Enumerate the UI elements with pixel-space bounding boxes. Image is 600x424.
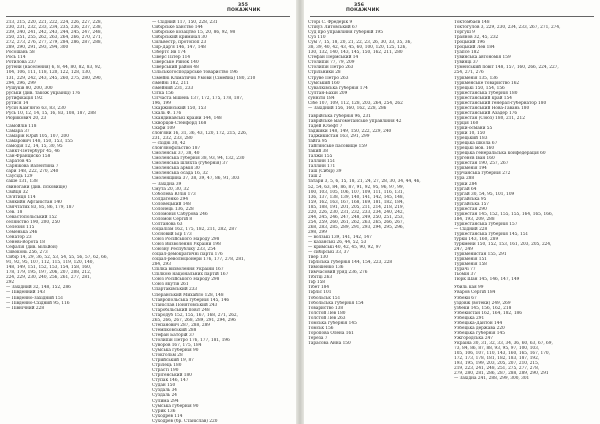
index-entry: Томськ 156: [308, 325, 334, 331]
index-entry: Тібет 184: [308, 285, 330, 291]
index-entry: Турецькі 150, 154, 156: [454, 85, 505, 91]
index-entry: Самойлів 118: [6, 123, 37, 129]
index-entry: турки 143, 160, 289: [454, 237, 499, 243]
index-entry: Україна 30, 31, 32, 33, 34, 36, 60, 63, 67, 69,: [454, 340, 553, 346]
index-entry: Турчанська губернія 272: [454, 171, 511, 177]
index-entry: Тимошенко 136: [308, 265, 344, 271]
index-entry: Суд про управління губерній 195: [308, 30, 383, 36]
index-entry: Соломон Сергій 8: [152, 216, 193, 222]
index-entry: уздовж (вотеки) 249, 269: [454, 300, 511, 306]
index-entry: Туркестанська губернія 157: [454, 221, 518, 227]
index-entry: рутися 14: [6, 100, 29, 106]
index-entry: такий 38: [308, 149, 328, 155]
index-entry: Турки 284: [454, 181, 478, 187]
index-entry: Союз Визволення України 198: [152, 242, 221, 248]
index-entry: Турачі 77: [454, 267, 476, 273]
index-entry: Смоленська осада 16, 32: [152, 171, 208, 177]
index-entry: Смоленська армія 30: [152, 166, 200, 172]
index-entry: Тургенєв Іван 160: [454, 156, 495, 162]
index-entry: руськи (див. також українці) 176: [6, 90, 81, 96]
index-entry: селянство 190, 200, 250: [6, 219, 60, 225]
index-entry: Сильвестр, протопоп 23: [152, 40, 207, 46]
index-entry: Толстой Лев 263: [308, 315, 346, 321]
index-entry: — Східний 117, 150, 228, 231: [152, 20, 218, 25]
left-page: [0, 0, 296, 424]
index-entry: Спартаківський 233: [152, 287, 198, 293]
index-entry: 131, 229, 242, 243, 245, 260, 275, 280, 290,: [6, 75, 102, 81]
index-entry: Столипін Петро 176, 177, 181, 196: [152, 337, 230, 343]
index-entry: Туркестанський Нова-Гавань 180: [454, 105, 530, 111]
index-entry: Троцький Лев 184: [454, 45, 495, 51]
right-header-rule: [310, 16, 594, 17]
index-entry: Суз 110: [308, 35, 326, 41]
index-entry: Страсті 190: [152, 368, 179, 374]
index-entry: Туапсе 182: [454, 50, 480, 56]
index-entry: Сефалія (див. мільйон): [6, 245, 58, 251]
index-entry: 91, 92, 95, 107, 112, 115, 119, 120, 140,: [6, 260, 94, 266]
index-entry: сімейні 182, 211: [152, 80, 189, 86]
index-entry: соціал-демократичні партії 176: [152, 252, 223, 258]
index-entry: Скандинавські країни 144, 148: [152, 115, 222, 121]
index-entry: Свякийн Афганістан 140: [6, 199, 62, 205]
index-entry: Стрийський 19, 87: [152, 358, 194, 364]
index-entry: Селезня 115: [6, 224, 35, 230]
index-entry: Тібітці 263: [308, 275, 333, 281]
index-entry: Сібертс Яв 174: [152, 50, 186, 56]
index-entry: 193, 195, 199, 203, 205, 207, 210, 215,: [454, 361, 540, 367]
index-entry: 268, 283, 285, 289, 291, 293, 294, 295, 296,: [308, 224, 404, 230]
index-entry: свиногани (див. псковище): [6, 184, 67, 190]
index-entry: Рось 114: [6, 55, 26, 61]
index-entry: 294, 296, 299: [6, 80, 36, 86]
index-entry: сунніти 184: [308, 95, 335, 101]
index-entry: Сенатор 23: [6, 234, 32, 240]
index-entry: Русін Кам'ян'ю 63, 83, 230: [6, 105, 66, 111]
index-entry: Таллінн 171: [308, 164, 336, 170]
index-entry: Росошань 58: [6, 50, 35, 56]
index-entry: Суходрев (бр. Станіслав) 220: [152, 418, 218, 424]
index-entry: 231, 232, 233, 280: [152, 136, 193, 142]
index-entry: 219, 223, 241, 248, 251, 275, 277, 278,: [454, 366, 540, 372]
index-entry: Сосновий Бір 173: [152, 231, 192, 237]
index-entry: Таврійська губернія 96, 231: [308, 113, 371, 119]
index-entry: Туменський повіт 148, 157, 160, 266, 224, 227,: [454, 65, 559, 71]
index-entry: Траянов 32, 45, 232: [454, 35, 499, 41]
index-entry: Таш (Сибір) 39: [308, 169, 342, 175]
index-entry: Туркестан 290: [454, 206, 487, 212]
index-entry: татари 3, 5, 6, 15, 18, 21, 24, 27, 28, 30, 34, 44, 46,: [308, 179, 421, 185]
index-entry: Сібе 107, 109, 112, 128, 203, 264, 254, 262: [308, 100, 403, 106]
index-entry: 38, 39, 40, 42, 43, 45, 60, 100, 120, 125, 126,: [308, 45, 407, 51]
index-entry: 105, 106, 107, 110, 143, 160, 165, 167, 170,: [454, 351, 550, 357]
index-entry: Товариство 138: [308, 305, 344, 311]
index-entry: Тюрк Шан 145, 146, 147, 149: [454, 277, 520, 283]
index-entry: 254, 259, 260, 261, 262, 263, 265, 266, 267,: [308, 219, 404, 225]
index-entry: Смоленщина 37, 38, 39, 47, 86, 91, 303: [152, 176, 240, 182]
index-entry: туркмени 150, 152, 153, 161, 203, 205, 224,: [454, 242, 552, 248]
index-entry: Сумська губернія 90: [152, 348, 199, 354]
index-entry: 184, 193, 209, 288: [454, 216, 495, 222]
book-gutter: [296, 0, 304, 424]
right-page: [304, 0, 600, 424]
left-column-2: [152, 20, 280, 424]
index-entry: Солтанова 63: [152, 221, 183, 227]
index-entry: Скаль Ф. 176: [152, 110, 182, 116]
index-entry: Скаржинський 150, 153: [152, 105, 207, 111]
index-entry: Твер 130: [308, 255, 328, 261]
index-entry: Сибірське ханство 144: [152, 25, 203, 31]
index-entry: Тіф 158: [308, 280, 325, 286]
index-entry: Соловецький 148: [152, 201, 191, 207]
index-entry: Тургай 30, 54, 95, 101, 109: [454, 191, 515, 197]
index-entry: — Західний 32, 148, 152, 286: [6, 285, 71, 291]
index-entry: — казанські 26, 44, 52, 53: [308, 240, 367, 246]
index-entry: Союзну Республіку 233, 254: [152, 247, 216, 253]
index-entry: Струве Петро 263: [308, 75, 349, 81]
index-entry: Сітчаста мішень 137, 172, 175, 178, 187,: [152, 95, 244, 101]
index-entry: тайга 95: [308, 139, 328, 145]
index-entry: слов'янофільство 187: [152, 146, 201, 152]
index-entry: Туркменія 194: [454, 166, 487, 172]
index-entry: Смоленська губернія 38, 93, 94, 132, 230: [152, 156, 245, 162]
index-entry: Сумський 160: [308, 80, 340, 86]
index-entry: Томська губернія 145: [308, 320, 357, 326]
index-entry: слов'яни 16, 31, 36, 43, 120, 172, 215, 226,: [152, 131, 248, 137]
index-entry: Сибірське козацтво 15, 20, 86, 92, 98: [152, 30, 236, 36]
index-entry: Степанович 287, 288, 289: [152, 322, 211, 328]
index-entry: Тимчасовий уряд 236, 276: [308, 270, 368, 276]
index-entry: Туркменія 158: [454, 262, 487, 268]
index-entry: Тадей Юзефт 7: [308, 123, 343, 129]
index-entry: Туркменія 151: [454, 257, 487, 263]
index-entry: Турецькі мов. 160: [454, 146, 495, 152]
index-entry: Убиль кая 99: [454, 285, 484, 291]
index-entry: Столипін 77, 79, 209: [308, 60, 355, 66]
index-entry: Сумська губернія 90: [152, 403, 199, 409]
index-entry: 196, 199: [152, 100, 171, 106]
index-entry: Ступак 146, 147: [152, 378, 189, 384]
index-entry: сімейний 231, 233: [152, 85, 194, 91]
index-entry: Узбецька-Дантон 144: [454, 320, 503, 326]
index-entry: Спілкою національних партій 167: [152, 272, 229, 278]
index-entry: 159, 162, 163, 167, 168, 169, 181, 182, 184,: [308, 199, 404, 205]
index-entry: Соболева Юлія 173: [152, 191, 196, 197]
index-entry: 73, 84, 86, 87, 88, 93, 95, 97, 100, 103,: [454, 346, 540, 351]
right-column-2: [454, 20, 582, 381]
index-entry: Узбецька держава 220: [454, 325, 505, 331]
index-entry: рутифікація 192: [6, 95, 43, 101]
index-entry: 244, 245, 246, 247, 248, 249, 250, 251, 253,: [308, 214, 404, 220]
index-entry: Сувалківська губернія 174: [308, 85, 368, 91]
right-page-section-title: ПОКАЖЧИК: [346, 8, 380, 13]
index-entry: Тургайська 157: [454, 201, 489, 207]
index-entry: Тіфліська губернія 144, 154, 223, 228: [308, 260, 393, 266]
index-entry: — кримські 40, 42, 45, 90, 92, 97: [308, 245, 382, 251]
index-entry: Узбекистан 162, 164, 182, 186: [454, 310, 522, 316]
index-entry: Тьомін 37: [454, 272, 476, 278]
left-header-rule: [6, 16, 290, 17]
index-entry: Узбеки 67: [454, 295, 477, 301]
index-entry: Туркестан 190, 257, 267: [454, 161, 509, 167]
index-entry: Туркменське товариство 162: [454, 80, 520, 86]
index-entry: Сіверс Пітер 114: [152, 55, 191, 61]
index-entry: 178, 179, 195, 197, 206, 207, 208, 212,: [6, 270, 92, 276]
index-entry: 104, 106, 111, 118, 120, 122, 128, 130,: [6, 70, 92, 76]
index-entry: Самара 37: [6, 128, 30, 134]
index-entry: — Західна 241, 288, 299, 300, 301: [454, 376, 530, 382]
index-entry: Рушуків 80, 200, 300: [6, 85, 53, 91]
index-entry: Сан-Франциско 158: [6, 154, 51, 160]
index-entry: рутени (населення) 6, 8, 44, 80, 82, 83, 92,: [6, 65, 102, 71]
index-entry: Стародуб 152, 155, 167, 168, 271, 262,: [152, 312, 238, 318]
index-entry: саше 131, 138: [6, 179, 38, 185]
index-entry: 292: [6, 280, 15, 286]
index-entry: Торгуш 9: [454, 30, 475, 36]
index-entry: Стокгольм 28: [152, 353, 183, 359]
index-entry: 284, 293: [152, 262, 171, 268]
index-entry: Сир-Дар'я 146, 147, 148: [152, 45, 206, 51]
index-entry: Таджикистан 163, 291, 299: [308, 134, 370, 140]
index-entry: Тургай 64: [454, 186, 477, 192]
index-entry: Узбецька 291: [454, 315, 485, 321]
index-entry: Союз Російського Народу 298: [152, 237, 220, 243]
index-entry: 172, 173, 178, 181, 182, 183, 187, 192,: [454, 356, 540, 362]
index-entry: Старобільський повіт 248: [152, 307, 210, 313]
index-entry: 230, 231, 232, 233, 234, 235, 236, 237, 238,: [6, 25, 102, 31]
index-entry: Ставропольська губернія 145, 146: [152, 297, 230, 303]
index-entry: узбеки 145, 156, 162, 218: [454, 305, 512, 311]
index-entry: Туркестанський край 154: [454, 95, 512, 101]
index-entry: Ужгородська 247: [454, 335, 494, 341]
index-entry: Сільськогосподарське товариство 196: [152, 70, 238, 76]
index-entry: Саратов 45: [6, 159, 32, 165]
left-page-number: 355: [238, 3, 249, 8]
index-entry: — Західний 156, 160, 162, 228, 286: [308, 105, 387, 111]
index-entry: Солдатенко 294: [152, 196, 189, 202]
index-entry: Сибір 14, 29, 36, 52, 53, 54, 55, 56, 57, 62, 66,: [6, 255, 108, 261]
index-entry: соціалізм 162, 175, 182, 211, 282, 287: [152, 226, 237, 232]
index-entry: Скіфи 109: [152, 125, 175, 131]
index-entry: Турки-османи 55: [454, 125, 493, 131]
index-entry: Сіверське Ринок 140: [152, 60, 199, 66]
index-entry: — Північний 228: [6, 305, 45, 311]
index-entry: Сев. 18: [6, 209, 23, 215]
index-entry: Скворцов-Стенфорд 168: [152, 120, 207, 126]
index-entry: Санкт-Петербург 45, 46: [6, 149, 60, 155]
index-entry: 224, 229, 230, 240, 256, 261, 277, 281,: [6, 275, 92, 281]
index-entry: 272, 273, 276, 277, 279, 284, 286, 287, 288,: [6, 40, 102, 46]
index-entry: Троцький 196: [454, 40, 485, 46]
index-entry: 213, 215, 220, 221, 222, 224, 226, 227, 228,: [6, 20, 102, 25]
index-entry: Туркменистан 155, 291: [454, 252, 507, 258]
index-entry: Тувинська автономія 159: [454, 55, 511, 61]
left-page-header: [0, 3, 296, 15]
index-entry: Туркестанський генерал-губернатор 180: [454, 100, 547, 106]
index-entry: Турція 160: [454, 120, 479, 126]
index-entry: Саусідь 129: [6, 174, 33, 180]
index-entry: Солонець 136, 228: [152, 206, 194, 212]
index-entry: Сибірський кримінал 30: [152, 35, 207, 41]
index-entry: Сімейні Кліматичні Умови (Сімейна) 180, 210: [152, 75, 256, 81]
index-entry: Тувинці 37: [454, 60, 479, 66]
index-entry: Талжи 155: [308, 154, 333, 160]
index-entry: 289, 290, 291, 293, 294, 300: [6, 45, 69, 51]
index-entry: — сибірські 33, 37: [308, 250, 350, 256]
right-column-1: [308, 20, 436, 346]
index-entry: Турецька генеральська конфедерація 60: [454, 151, 546, 157]
index-entry: 100, 103, 105, 106, 107, 109, 111, 116, 131,: [308, 189, 404, 195]
left-column-1: [6, 20, 134, 311]
index-entry: Сум 7, 15, 18, 20, 21, 22, 23, 26, 30, 33, 35, 36,: [308, 40, 412, 46]
index-entry: Сулима 294: [152, 398, 179, 404]
index-entry: Соломонія Сабурова 246: [152, 211, 208, 217]
index-entry: Семенька 246: [6, 229, 38, 235]
index-entry: Стемпковський 288: [152, 327, 197, 333]
index-entry: Сітка 156: [152, 90, 174, 96]
index-entry: Стефан Баторій 37: [152, 332, 195, 338]
index-entry: 254, 271, 276: [454, 70, 484, 76]
index-entry: Тобольська губернія 154: [308, 300, 364, 306]
index-entry: Судан 150: [152, 383, 176, 389]
index-entry: Тереза 7: [308, 335, 328, 341]
index-entry: Суворов 167, 175, 184: [152, 343, 202, 348]
index-entry: таджики 148, 149, 150, 222, 229, 240: [308, 128, 392, 134]
index-entry: Стефан Пермський 14: [308, 55, 359, 61]
index-entry: 250, 251, 255, 262, 263, 264, 266, 270, 271,: [6, 35, 102, 41]
index-entry: Сурик 136: [152, 408, 176, 414]
index-entry: Токтомбаєв 148: [454, 20, 490, 25]
index-entry: Тургайська 95: [454, 196, 487, 202]
index-entry: Союз Російського Народу 298: [152, 277, 220, 283]
index-entry: 239, 240, 241, 242, 243, 244, 245, 247, 248,: [6, 30, 102, 36]
index-entry: Союз якутів 261: [152, 282, 189, 288]
index-entry: Турецький 183: [454, 136, 488, 142]
index-entry: Стінуз Литовський 67: [308, 25, 358, 31]
index-entry: — Західна 39: [152, 181, 182, 187]
index-entry: Туркестанський Азадер 176: [454, 110, 518, 116]
index-entry: — волзькі 139, 141, 142, 147: [308, 234, 372, 240]
index-entry: Столипін Петро 263: [308, 65, 354, 71]
index-entry: Турки 10, 150: [454, 131, 486, 137]
index-entry: Токтогулов 3, 229, 230, 234, 233, 267, 271, 274,: [454, 25, 561, 31]
left-page-section-title: ПОКАЖЧИК: [227, 8, 261, 13]
index-entry: 279, 280, 281, 286, 287, 288, 289, 290, 291: [454, 371, 549, 377]
index-entry: Туркестан 145, 152, 155, 155, 164, 165, 166,: [454, 211, 554, 217]
index-entry: — Південно-Східний 95, 116: [6, 300, 70, 306]
index-entry: Рюрикович 20, 23: [6, 115, 47, 121]
index-entry: 265, 266, 267, 268, 289, 291, 294, 296: [152, 317, 236, 323]
index-entry: Сивоконь 256, 273: [6, 250, 48, 256]
index-entry: Султан-Бахін 209: [308, 90, 348, 96]
index-entry: Тура 288: [454, 176, 475, 182]
index-entry: Турецька школа 67: [454, 141, 498, 147]
index-entry: Стрільники 28: [308, 70, 341, 76]
index-entry: Тобольськ 151: [308, 295, 341, 301]
index-entry: Туркестанська губернія 180: [454, 90, 518, 96]
index-entry: Таллінн 151: [308, 159, 336, 165]
index-entry: 52, 54, 63, 84, 86, 87, 91, 92, 95, 96, 97, 99,: [308, 184, 404, 190]
index-entry: Тарасова Анна 150: [308, 340, 351, 346]
index-entry: 148, 149, 151, 152, 153, 154, 158, 160,: [6, 265, 92, 271]
index-entry: 247, 249: [454, 247, 473, 253]
index-entry: Таврійське магометанське управління 42: [308, 118, 402, 124]
index-entry: 136, 137, 138, 139, 140, 141, 142, 145, 148,: [308, 194, 404, 200]
index-entry: Русь 10, 12, 14, 15, 16, 83, 108, 187, 288: [6, 110, 96, 116]
index-entry: Суздаль 24: [152, 393, 177, 399]
index-entry: Туркестан (Союз) 180, 211, 212: [454, 115, 525, 121]
index-entry: Сарнікова Валентина 7: [6, 164, 59, 170]
index-entry: Свійця 32: [6, 189, 29, 195]
index-entry: Станіслав Понятовський 243: [152, 302, 218, 308]
index-entry: Туркестанська губернія 145, 151: [454, 231, 529, 237]
index-entry: 130, 132, 140, 143, 145, 150, 162, 211, 280: [308, 50, 403, 56]
index-entry: Св'ятиця 114: [6, 194, 36, 200]
index-entry: 298, 299: [308, 229, 327, 235]
index-entry: Узбецька губернія 145: [454, 330, 505, 336]
index-entry: Уваров Сергій 184: [454, 290, 496, 296]
index-entry: — Південно-Західний 151: [6, 295, 64, 301]
index-entry: Стрітенський 180: [152, 373, 192, 379]
index-entry: Смута 20, 30, 32: [152, 186, 189, 192]
index-entry: самодія 12, 14, 15, 30, 95: [6, 144, 63, 150]
index-entry: Самарін Юрій 105, 107, 200: [6, 134, 69, 140]
index-entry: сари 148, 222, 270, 240: [6, 169, 59, 175]
index-entry: Смоленськ 37, 38, 40: [152, 151, 200, 157]
index-entry: Сіверський район 48: [152, 65, 199, 71]
index-entry: Суходрев 114: [152, 413, 183, 419]
index-entry: Спілка визволення України 167: [152, 267, 224, 273]
index-entry: Сторі С. Фредерік 9: [308, 20, 353, 25]
index-entry: Ротилова 237: [6, 60, 37, 66]
index-entry: Тіфліс 101: [308, 290, 332, 296]
index-entry: Смоленська шляхта (губернія) 37: [152, 161, 228, 167]
index-entry: Тайгинське пасовище 159: [308, 144, 367, 150]
right-page-number: 356: [354, 3, 365, 8]
index-entry: Сперанський Михайло 128, 148: [152, 292, 224, 298]
index-entry: Суздаль 34: [152, 388, 177, 394]
index-entry: соціал-революціонери 176, 177, 278, 281,: [152, 257, 246, 263]
index-entry: Сеневі-Ворота 18: [6, 240, 45, 246]
index-entry: Свячтатих 83, 85, 86, 179, 187: [6, 204, 75, 210]
index-entry: Стрілець 180: [152, 363, 182, 369]
index-entry: — східні 30, 42: [152, 141, 186, 147]
index-entry: — Східний 228: [454, 226, 488, 232]
index-entry: 220, 226, 230, 231, 232, 233, 234, 240, 242,: [308, 209, 404, 215]
index-entry: Туркменія 135, 136: [454, 75, 498, 81]
index-entry: Таш 2: [308, 174, 322, 180]
index-entry: Толстой Лев 180: [308, 310, 346, 316]
index-entry: Торопова Олена 161: [308, 330, 354, 336]
index-entry: 185, 188, 191, 201, 205, 211, 214, 218, 219,: [308, 204, 404, 210]
right-page-header: [304, 3, 600, 15]
index-entry: Самарович 148, 150, 153, 155: [6, 139, 73, 145]
index-entry: — Південний 143: [6, 290, 45, 296]
index-entry: Севастопольський 152: [6, 214, 57, 220]
